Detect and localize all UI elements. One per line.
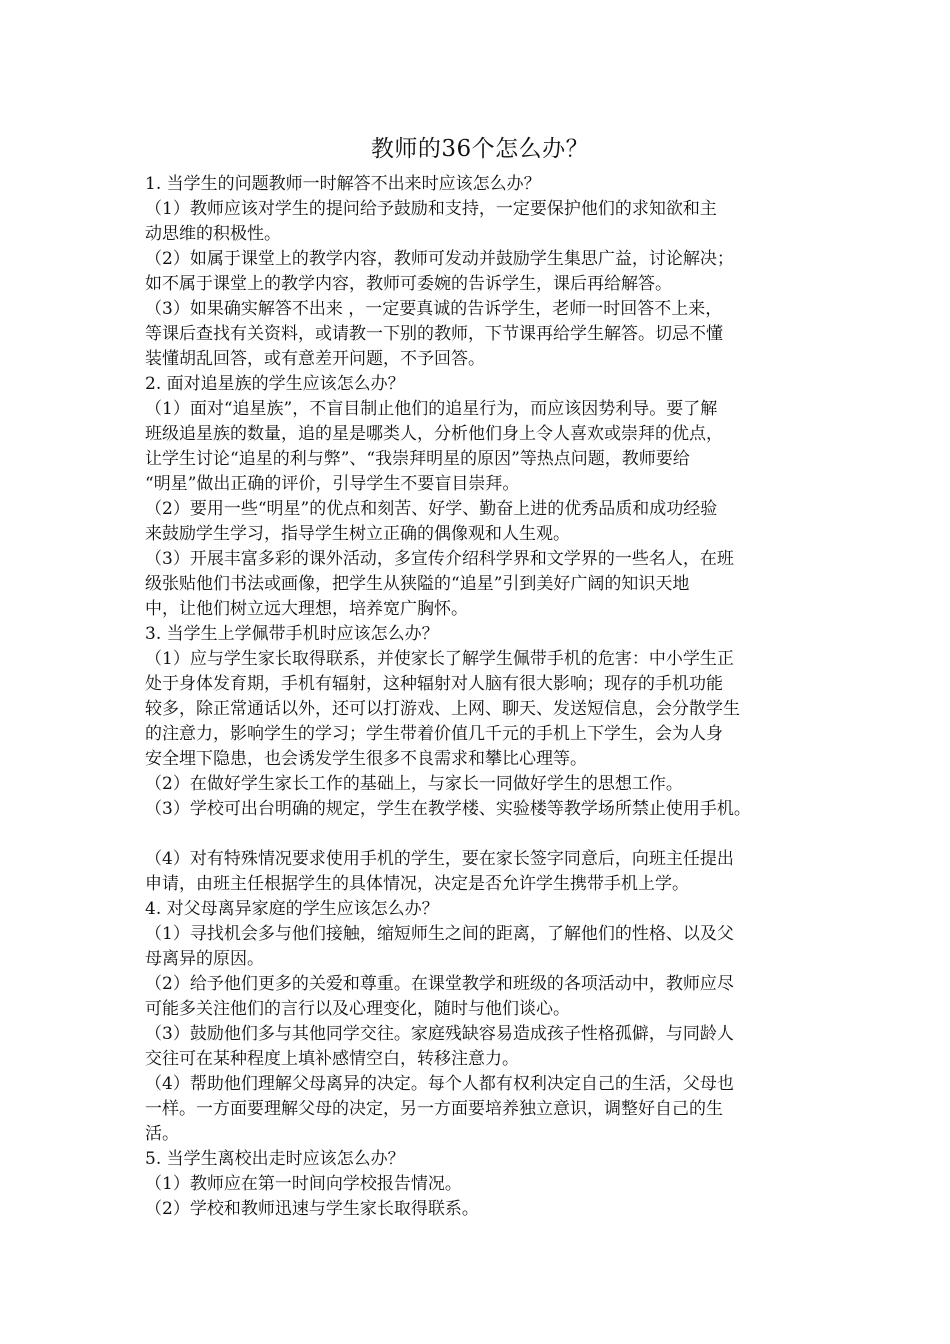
- text-line: 让学生讨论“追星的利与弊”、“我崇拜明星的原因”等热点问题，教师要给: [145, 449, 690, 469]
- text-line: 处于身体发育期，手机有辐射，这种辐射对人脑有很大影响；现存的手机功能: [145, 674, 723, 694]
- text-line: 活。: [145, 1124, 179, 1144]
- text-line: （3）如果确实解答不出来 ，一定要真诚的告诉学生，老师一时回答不上来，: [145, 299, 723, 319]
- text-line: 申请，由班主任根据学生的具体情况，决定是否允许学生携带手机上学。: [145, 874, 689, 894]
- text-line: （1）寻找机会多与他们接触，缩短师生之间的距离，了解他们的性格、以及父: [145, 924, 734, 944]
- text-line: （3）鼓励他们多与其他同学交往。家庭残缺容易造成孩子性格孤僻，与同龄人: [145, 1024, 734, 1044]
- text-line: 1. 当学生的问题教师一时解答不出来时应该怎么办？: [145, 174, 541, 194]
- text-line: 一样。一方面要理解父母的决定，另一方面要培养独立意识，调整好自己的生: [145, 1099, 723, 1119]
- text-line: 母离异的原因。: [145, 949, 264, 969]
- text-line: “明星”做出正确的评价，引导学生不要盲目崇拜。: [145, 474, 520, 494]
- document-title: 教师的36个怎么办？: [370, 136, 590, 162]
- text-line: （4）帮助他们理解父母离异的决定。每个人都有权利决定自己的生活，父母也: [145, 1074, 734, 1094]
- text-line: （2）要用一些“明星”的优点和刻苦、好学、勤奋上进的优秀品质和成功经验: [145, 499, 718, 519]
- text-line: （1）教师应在第一时间向学校报告情况。: [145, 1174, 462, 1194]
- text-line: 的注意力，影响学生的学习；学生带着价值几千元的手机上下学生，会为人身: [145, 724, 723, 744]
- text-line: （3）学校可出台明确的规定，学生在教学楼、实验楼等教学场所禁止使用手机。: [145, 799, 751, 819]
- text-line: 安全埋下隐患，也会诱发学生很多不良需求和攀比心理等。: [145, 749, 587, 769]
- blank-line: [145, 822, 815, 847]
- text-line: （2）给予他们更多的关爱和尊重。在课堂教学和班级的各项活动中，教师应尽: [145, 974, 734, 994]
- text-line: （2）在做好学生家长工作的基础上，与家长一同做好学生的思想工作。: [145, 774, 683, 794]
- text-line: 4. 对父母离异家庭的学生应该怎么办？: [145, 899, 439, 919]
- document-body: [145, 172, 815, 1222]
- text-line: 5. 当学生离校出走时应该怎么办？: [145, 1149, 405, 1169]
- text-line: （1）应与学生家长取得联系，并使家长了解学生佩带手机的危害：中小学生正: [145, 649, 734, 669]
- text-line: 中，让他们树立远大理想，培养宽广胸怀。: [145, 599, 468, 619]
- document-page: [145, 132, 815, 1222]
- text-line: 来鼓励学生学习，指导学生树立正确的偶像观和人生观。: [145, 524, 570, 544]
- text-line: （2）学校和教师迅速与学生家长取得联系。: [145, 1199, 479, 1219]
- text-line: （2）如属于课堂上的教学内容，教师可发动并鼓励学生集思广益，讨论解决；: [145, 249, 734, 269]
- text-line: 动思维的积极性。: [145, 224, 281, 244]
- text-line: 3. 当学生上学佩带手机时应该怎么办？: [145, 624, 439, 644]
- text-line: （4）对有特殊情况要求使用手机的学生，要在家长签字同意后，向班主任提出: [145, 849, 734, 869]
- text-line: 交往可在某种程度上填补感情空白，转移注意力。: [145, 1049, 519, 1069]
- text-line: 级张贴他们书法或画像，把学生从狭隘的“追星”引到美好广阔的知识天地: [145, 574, 690, 594]
- text-line: （1）面对“追星族”，不盲目制止他们的追星行为，而应该因势利导。要了解: [145, 399, 718, 419]
- text-line: 可能多关注他们的言行以及心理变化，随时与他们谈心。: [145, 999, 570, 1019]
- text-line: 班级追星族的数量，追的星是哪类人，分析他们身上令人喜欢或崇拜的优点，: [145, 424, 723, 444]
- text-line: 如不属于课堂上的教学内容，教师可委婉的告诉学生，课后再给解答。: [145, 274, 672, 294]
- text-line: 2. 面对追星族的学生应该怎么办？: [145, 374, 405, 394]
- text-line: （1）教师应该对学生的提问给予鼓励和支持，一定要保护他们的求知欲和主: [145, 199, 717, 219]
- text-line: 装懂胡乱回答，或有意差开问题，不予回答。: [145, 349, 485, 369]
- text-line: 较多，除正常通话以外，还可以打游戏、上网、聊天、发送短信息，会分散学生: [145, 699, 740, 719]
- text-line: （3）开展丰富多彩的课外活动，多宣传介绍科学界和文学界的一些名人，在班: [145, 549, 734, 569]
- text-line: 等课后查找有关资料，或请教一下别的教师，下节课再给学生解答。切忌不懂: [145, 324, 723, 344]
